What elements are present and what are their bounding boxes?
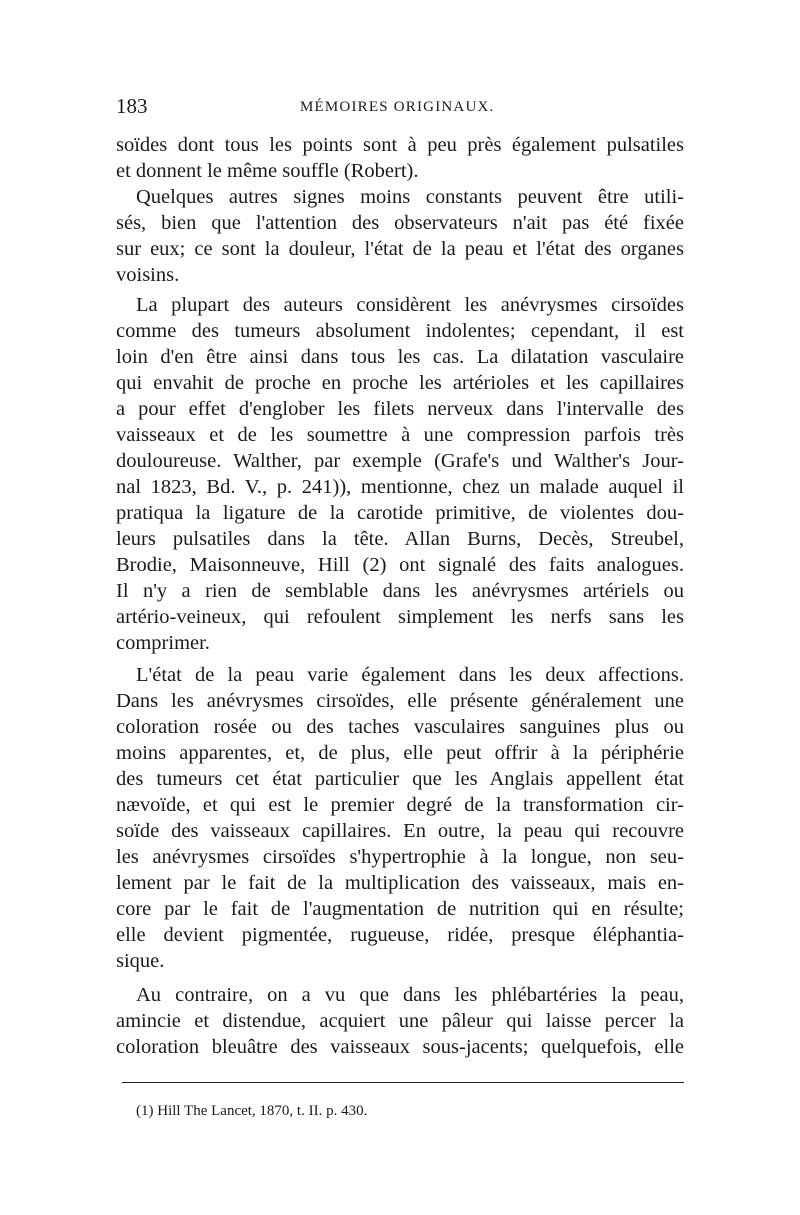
text-line: soïdes dont tous les points sont à peu près également pulsatiles bbox=[116, 134, 684, 156]
footnote-separator bbox=[122, 1082, 684, 1083]
text-line: a pour effet d'englober les filets nerveux dans l'intervalle des bbox=[116, 398, 684, 420]
text-line: voisins. bbox=[116, 264, 180, 286]
page-number: 183 bbox=[116, 94, 148, 118]
text-line: loin d'en être ainsi dans tous les cas. La dilatation vasculaire bbox=[116, 346, 684, 368]
text-line: les anévrysmes cirsoïdes s'hypertrophie à la longue, non seu- bbox=[116, 846, 684, 868]
text-line: La plupart des auteurs considèrent les anévrysmes cirsoïdes bbox=[136, 294, 684, 316]
text-line: moins apparentes, et, de plus, elle peut offrir à la périphérie bbox=[116, 742, 684, 764]
text-line: core par le fait de l'augmentation de nutrition qui en résulte; bbox=[116, 898, 684, 920]
text-line: soïde des vaisseaux capillaires. En outre, la peau qui recouvre bbox=[116, 820, 684, 842]
text-line: comprimer. bbox=[116, 632, 210, 654]
text-line: sés, bien que l'attention des observateurs n'ait pas été fixée bbox=[116, 212, 684, 234]
text-line: des tumeurs cet état particulier que les Anglais appellent état bbox=[116, 768, 684, 790]
text-line: pratiqua la ligature de la carotide primitive, de violentes dou- bbox=[116, 502, 684, 524]
text-line: sique. bbox=[116, 950, 165, 972]
text-line: Brodie, Maisonneuve, Hill (2) ont signalé des faits analogues. bbox=[116, 554, 684, 576]
text-line: vaisseaux et de les soumettre à une compression parfois très bbox=[116, 424, 684, 446]
text-line: comme des tumeurs absolument indolentes; cependant, il est bbox=[116, 320, 684, 342]
footnote: (1) Hill The Lancet, 1870, t. II. p. 430. bbox=[136, 1103, 368, 1119]
text-line: Dans les anévrysmes cirsoïdes, elle présente généralement une bbox=[116, 690, 684, 712]
text-line: artério-veineux, qui refoulent simplement les nerfs sans les bbox=[116, 606, 684, 628]
text-line: nal 1823, Bd. V., p. 241)), mentionne, chez un malade auquel il bbox=[116, 476, 684, 498]
text-line: Quelques autres signes moins constants peuvent être utili- bbox=[136, 186, 684, 208]
text-line: coloration rosée ou des taches vasculaires sanguines plus ou bbox=[116, 716, 684, 738]
text-line: elle devient pigmentée, rugueuse, ridée, presque éléphantia- bbox=[116, 924, 684, 946]
running-head: MÉMOIRES ORIGINAUX. bbox=[300, 99, 495, 115]
text-line: et donnent le même souffle (Robert). bbox=[116, 160, 419, 182]
text-line: leurs pulsatiles dans la tête. Allan Burns, Decès, Streubel, bbox=[116, 528, 684, 550]
text-line: sur eux; ce sont la douleur, l'état de la peau et l'état des organes bbox=[116, 238, 684, 260]
text-line: Il n'y a rien de semblable dans les anévrysmes artériels ou bbox=[116, 580, 684, 602]
text-line: coloration bleuâtre des vaisseaux sous-jacents; quelquefois, elle bbox=[116, 1036, 684, 1058]
text-line: nævoïde, et qui est le premier degré de la transformation cir- bbox=[116, 794, 684, 816]
text-line: douloureuse. Walther, par exemple (Grafe's und Walther's Jour- bbox=[116, 450, 684, 472]
text-line: amincie et distendue, acquiert une pâleur qui laisse percer la bbox=[116, 1010, 684, 1032]
text-line: lement par le fait de la multiplication des vaisseaux, mais en- bbox=[116, 872, 684, 894]
text-line: qui envahit de proche en proche les artérioles et les capillaires bbox=[116, 372, 684, 394]
text-line: Au contraire, on a vu que dans les phlébartéries la peau, bbox=[136, 984, 684, 1006]
text-line: L'état de la peau varie également dans les deux affections. bbox=[136, 664, 684, 686]
